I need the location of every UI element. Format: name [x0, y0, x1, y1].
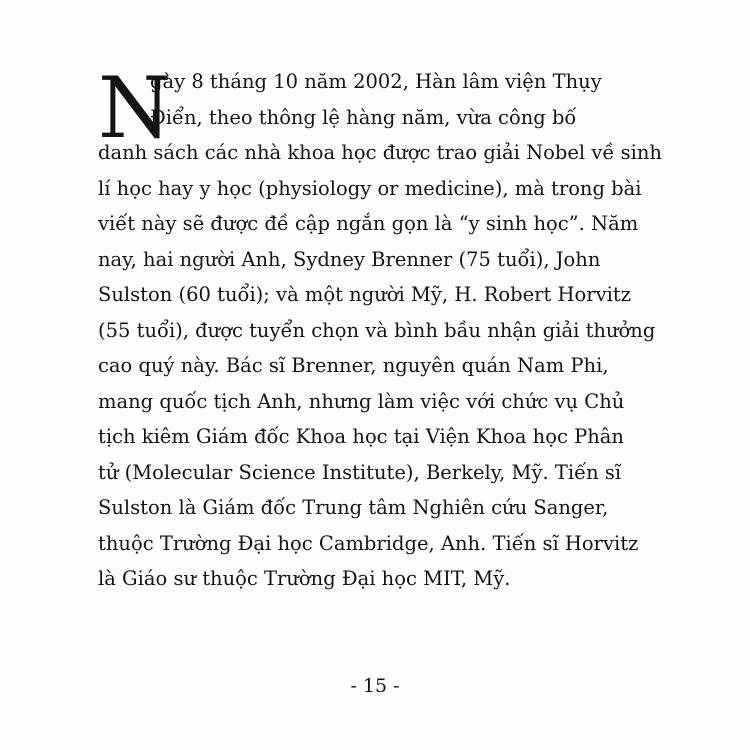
text-line: tử (Molecular Science Institute), Berkely, Mỹ. Tiến sĩ — [98, 460, 622, 484]
text-line: gày 8 tháng 10 năm 2002, Hàn lâm viện Thụy — [150, 70, 602, 93]
text-line: Sulston (60 tuổi); và một người Mỹ, H. Robert Horvitz — [98, 283, 631, 306]
text-line: tịch kiêm Giám đốc Khoa học tại Viện Khoa học Phân — [98, 425, 624, 448]
text-line: danh sách các nhà khoa học được trao giải Nobel về sinh — [98, 141, 662, 164]
text-line: nay, hai người Anh, Sydney Brenner (75 tuổi), John — [98, 247, 601, 271]
page-number: - 15 - — [350, 675, 400, 697]
text-line: Điển, theo thông lệ hàng năm, vừa công bố — [150, 105, 577, 129]
text-line: là Giáo sư thuộc Trường Đại học MIT, Mỹ. — [98, 567, 511, 590]
text-line: cao quý này. Bác sĩ Brenner, nguyên quán Nam Phi, — [98, 354, 609, 377]
drop-cap: N — [98, 59, 172, 157]
text-line: viết này sẽ được đề cập ngắn gọn là “y sinh học”. Năm — [98, 212, 639, 235]
text-line: mang quốc tịch Anh, nhưng làm việc với chức vụ Chủ — [98, 389, 625, 413]
body-paragraph — [98, 59, 678, 597]
text-line: (55 tuổi), được tuyển chọn và bình bầu nhận giải thưởng — [98, 318, 656, 342]
text-line: Sulston là Giám đốc Trung tâm Nghiên cứu Sanger, — [98, 496, 609, 519]
text-line: lí học hay y học (physiology or medicine), mà trong bài — [98, 176, 642, 200]
text-line: thuộc Trường Đại học Cambridge, Anh. Tiến sĩ Horvitz — [98, 531, 639, 555]
